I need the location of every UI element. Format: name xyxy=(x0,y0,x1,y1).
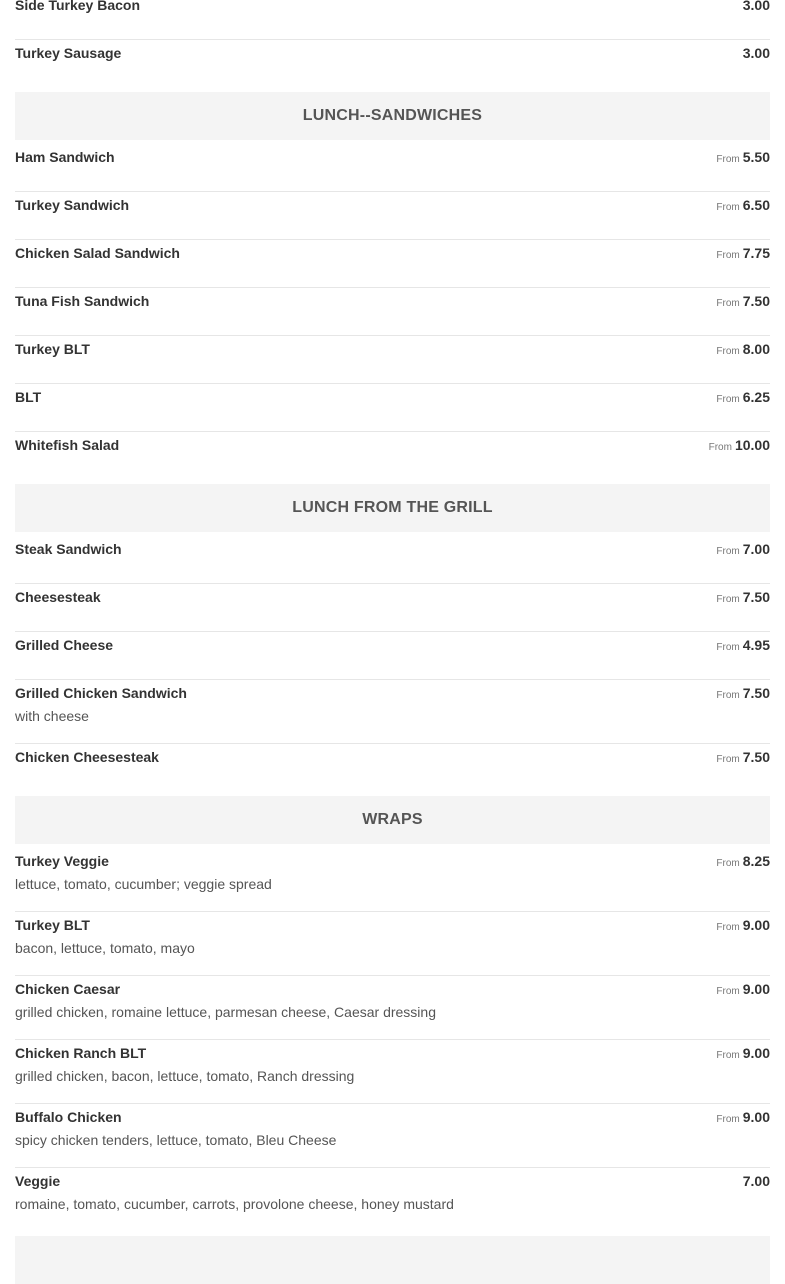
menu-item-price xyxy=(743,45,770,61)
menu-item[interactable] xyxy=(15,1168,770,1232)
price-value: 10.00 xyxy=(734,437,770,453)
price-from-label: From xyxy=(716,754,740,765)
menu-item[interactable] xyxy=(15,912,770,976)
menu-item[interactable] xyxy=(15,848,770,912)
price-value: 7.00 xyxy=(742,1173,770,1189)
menu-item-price xyxy=(716,149,770,165)
menu-item-price xyxy=(743,0,770,13)
menu-item-name: Veggie xyxy=(15,1173,61,1189)
menu-item-name: Cheesesteak xyxy=(15,589,101,605)
price-from-label: From xyxy=(716,546,740,557)
price-value: 5.50 xyxy=(742,149,770,165)
menu-item-name: Turkey Sandwich xyxy=(15,197,130,213)
menu-item[interactable] xyxy=(15,1104,770,1168)
menu-item-price xyxy=(716,685,770,701)
price-value: 7.50 xyxy=(742,293,770,309)
menu-item-price xyxy=(716,749,770,765)
menu-item-price xyxy=(716,1045,770,1061)
menu-item-name: Buffalo Chicken xyxy=(15,1109,122,1125)
price-from-label: From xyxy=(716,250,740,261)
price-value: 3.00 xyxy=(742,0,770,13)
price-from-label: From xyxy=(716,642,740,653)
menu-item-name: Steak Sandwich xyxy=(15,541,122,557)
price-value: 7.50 xyxy=(742,685,770,701)
menu-item-description: romaine, tomato, cucumber, carrots, provolone cheese, honey mustard xyxy=(15,1196,454,1212)
menu-item-name: BLT xyxy=(15,389,42,405)
section-header: LUNCH--SANDWICHES xyxy=(15,92,770,140)
price-from-label: From xyxy=(716,690,740,701)
price-from-label: From xyxy=(708,442,732,453)
price-value: 8.25 xyxy=(742,853,770,869)
menu-item-name: Turkey BLT xyxy=(15,341,90,357)
price-value: 7.00 xyxy=(742,541,770,557)
menu-item-name: Chicken Salad Sandwich xyxy=(15,245,180,261)
menu-item[interactable] xyxy=(15,432,770,480)
price-value: 9.00 xyxy=(742,1109,770,1125)
menu-item-price xyxy=(716,541,770,557)
menu-item-description: grilled chicken, romaine lettuce, parmesan cheese, Caesar dressing xyxy=(15,1004,436,1020)
price-value: 9.00 xyxy=(742,1045,770,1061)
menu-item[interactable] xyxy=(15,336,770,384)
menu-item-price xyxy=(716,293,770,309)
price-from-label: From xyxy=(716,922,740,933)
menu-item-price xyxy=(716,1109,770,1125)
menu-item-name: Side Turkey Bacon xyxy=(15,0,141,13)
menu-item-name: Chicken Ranch BLT xyxy=(15,1045,147,1061)
menu-item[interactable] xyxy=(15,384,770,432)
menu-item[interactable] xyxy=(15,680,770,744)
price-value: 8.00 xyxy=(742,341,770,357)
menu-item-description: lettuce, tomato, cucumber; veggie spread xyxy=(15,876,272,892)
price-from-label: From xyxy=(716,1050,740,1061)
menu-item-name: Turkey Veggie xyxy=(15,853,109,869)
section-header xyxy=(15,1236,770,1284)
menu-item[interactable] xyxy=(15,584,770,632)
price-value: 6.50 xyxy=(742,197,770,213)
price-from-label: From xyxy=(716,986,740,997)
menu-item-price xyxy=(743,1173,770,1189)
menu-item[interactable] xyxy=(15,288,770,336)
section-header: LUNCH FROM THE GRILL xyxy=(15,484,770,532)
price-value: 9.00 xyxy=(742,981,770,997)
menu-item-description: grilled chicken, bacon, lettuce, tomato, Ranch dressing xyxy=(15,1068,355,1084)
menu-item[interactable] xyxy=(15,192,770,240)
price-from-label: From xyxy=(716,346,740,357)
price-from-label: From xyxy=(716,394,740,405)
menu-item[interactable] xyxy=(15,976,770,1040)
menu-item-price xyxy=(716,245,770,261)
menu-item[interactable] xyxy=(15,144,770,192)
price-value: 3.00 xyxy=(742,45,770,61)
menu-item-description: with cheese xyxy=(15,708,89,724)
menu-item[interactable] xyxy=(15,632,770,680)
menu-item[interactable] xyxy=(15,744,770,792)
price-value: 7.75 xyxy=(742,245,770,261)
price-value: 7.50 xyxy=(742,589,770,605)
price-from-label: From xyxy=(716,594,740,605)
price-from-label: From xyxy=(716,1114,740,1125)
price-value: 4.95 xyxy=(742,637,770,653)
menu-item-price xyxy=(716,197,770,213)
menu-item-name: Chicken Cheesesteak xyxy=(15,749,159,765)
menu-item-name: Whitefish Salad xyxy=(15,437,120,453)
menu-item-price xyxy=(716,589,770,605)
section-header: WRAPS xyxy=(15,796,770,844)
menu-item-price xyxy=(716,853,770,869)
menu-item-price xyxy=(716,341,770,357)
menu-item-name: Turkey BLT xyxy=(15,917,90,933)
menu-item[interactable] xyxy=(15,240,770,288)
menu-item-price xyxy=(716,917,770,933)
menu-item-description: bacon, lettuce, tomato, mayo xyxy=(15,940,195,956)
menu-item-name: Tuna Fish Sandwich xyxy=(15,293,150,309)
price-from-label: From xyxy=(716,154,740,165)
menu-item-name: Chicken Caesar xyxy=(15,981,121,997)
price-from-label: From xyxy=(716,858,740,869)
menu-item-price xyxy=(716,389,770,405)
menu-item-name: Grilled Cheese xyxy=(15,637,114,653)
menu-item-name: Ham Sandwich xyxy=(15,149,115,165)
menu-item-price xyxy=(716,981,770,997)
menu-item-price xyxy=(716,637,770,653)
menu-item-name: Grilled Chicken Sandwich xyxy=(15,685,187,701)
price-value: 7.50 xyxy=(742,749,770,765)
menu-item-description: spicy chicken tenders, lettuce, tomato, Bleu Cheese xyxy=(15,1132,337,1148)
menu-item[interactable] xyxy=(15,40,770,88)
price-from-label: From xyxy=(716,202,740,213)
menu-item[interactable] xyxy=(15,536,770,584)
menu-item[interactable] xyxy=(15,0,770,40)
menu-item[interactable] xyxy=(15,1040,770,1104)
menu-item-price xyxy=(709,437,770,453)
price-from-label: From xyxy=(716,298,740,309)
price-value: 6.25 xyxy=(742,389,770,405)
price-value: 9.00 xyxy=(742,917,770,933)
menu-item-name: Turkey Sausage xyxy=(15,45,122,61)
